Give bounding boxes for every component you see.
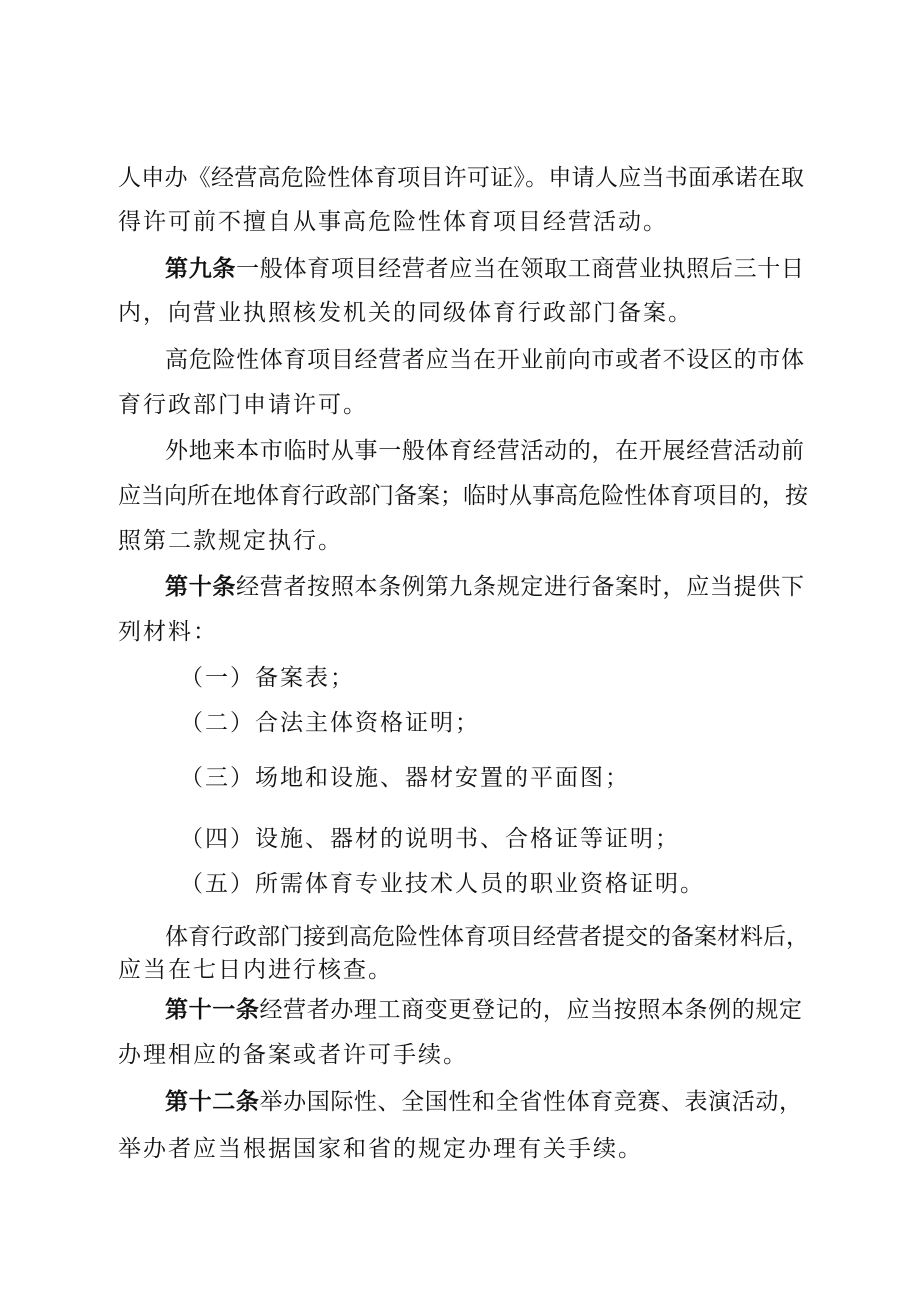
article-heading: 第十一条 xyxy=(165,997,260,1023)
paragraph-line xyxy=(118,526,343,556)
paragraph-line xyxy=(165,922,809,952)
article-heading: 第九条 xyxy=(165,256,237,282)
paragraph-line xyxy=(118,207,668,237)
line-text: 列材料： xyxy=(118,619,218,645)
line-text: 应当向所在地体育行政部门备案；临时从事高危险性体育项目的，按 xyxy=(118,483,808,509)
list-item xyxy=(180,663,355,693)
line-text: 高危险性体育项目经营者应当在开业前向市或者不设区的市体 xyxy=(165,347,804,373)
list-item xyxy=(180,869,705,899)
paragraph-line xyxy=(118,298,693,328)
paragraph-line xyxy=(118,617,218,647)
line-text: 照第二款规定执行。 xyxy=(118,528,343,554)
line-text: 经营者办理工商变更登记的，应当按照本条例的规定 xyxy=(259,997,803,1023)
line-text: 一般体育项目经营者应当在领取工商营业执照后三十日 xyxy=(236,256,805,282)
list-item-text: （一）备案表； xyxy=(180,665,355,691)
paragraph-line xyxy=(165,436,804,466)
list-item-text: （三）场地和设施、器材安置的平面图； xyxy=(180,765,630,791)
line-text: 经营者按照本条例第九条规定进行备案时，应当提供下 xyxy=(236,574,805,600)
article-9-line xyxy=(165,254,804,284)
paragraph-line xyxy=(118,955,393,985)
list-item xyxy=(180,708,480,738)
list-item xyxy=(180,763,630,793)
line-text: 人申办《经营高危险性体育项目许可证》。申请人应当书面承诺在取 xyxy=(118,165,804,191)
line-text: 举办者应当根据国家和省的规定办理有关手续。 xyxy=(118,1136,643,1162)
line-text: 举办国际性、全国性和全省性体育竞赛、表演活动， xyxy=(259,1089,803,1115)
article-11-line xyxy=(165,995,802,1025)
paragraph-line xyxy=(165,345,804,375)
paragraph-line xyxy=(118,481,808,511)
list-item-text: （四）设施、器材的说明书、合格证等证明； xyxy=(180,826,680,852)
line-text: 外地来本市临时从事一般体育经营活动的，在开展经营活动前 xyxy=(165,438,804,464)
article-heading: 第十二条 xyxy=(165,1089,260,1115)
list-item xyxy=(180,824,680,854)
list-item-text: （二）合法主体资格证明； xyxy=(180,710,480,736)
article-12-line xyxy=(165,1087,802,1117)
paragraph-line xyxy=(118,1040,468,1070)
paragraph-line xyxy=(118,163,804,193)
line-text: 得许可前不擅自从事高危险性体育项目经营活动。 xyxy=(118,209,668,235)
list-item-text: （五）所需体育专业技术人员的职业资格证明。 xyxy=(180,871,705,897)
line-text: 应当在七日内进行核查。 xyxy=(118,957,393,983)
line-text: 内，向营业执照核发机关的同级体育行政部门备案。 xyxy=(118,300,693,326)
line-text: 育行政部门申请许可。 xyxy=(118,392,368,418)
line-text: 办理相应的备案或者许可手续。 xyxy=(118,1042,468,1068)
paragraph-line xyxy=(118,390,368,420)
paragraph-line xyxy=(118,1134,643,1164)
article-10-line xyxy=(165,572,804,602)
line-text: 体育行政部门接到高危险性体育项目经营者提交的备案材料后， xyxy=(165,924,809,950)
article-heading: 第十条 xyxy=(165,574,237,600)
